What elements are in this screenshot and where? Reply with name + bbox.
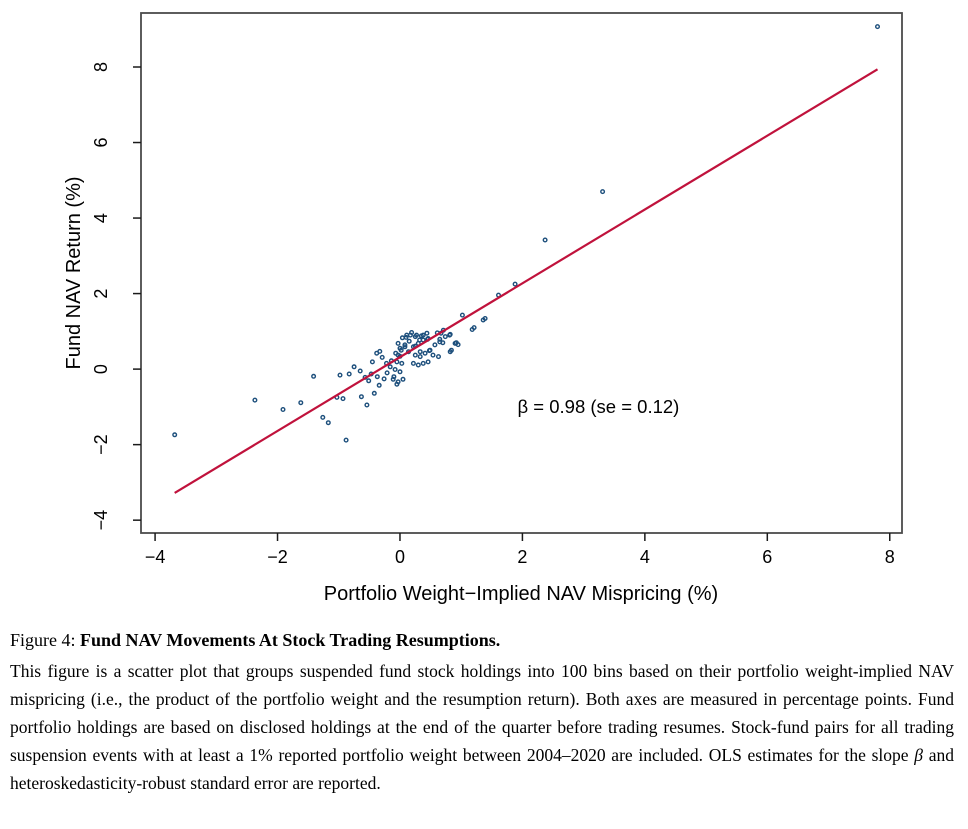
scatter-point: [253, 398, 257, 402]
scatter-point: [371, 360, 375, 364]
scatter-point: [437, 355, 441, 359]
figure-caption: [0, 627, 968, 797]
scatter-point: [352, 365, 356, 369]
scatter-point: [407, 339, 411, 343]
y-tick-label: 0: [91, 364, 111, 375]
y-tick-label: 8: [91, 61, 111, 73]
scatter-point: [421, 362, 425, 366]
scatter-point: [312, 375, 316, 379]
scatter-point: [456, 343, 460, 347]
scatter-point: [876, 25, 880, 29]
scatter-point: [418, 350, 422, 354]
scatter-point: [400, 362, 404, 366]
scatter-point: [173, 433, 177, 437]
scatter-point: [382, 377, 386, 381]
scatter-point: [410, 331, 414, 335]
scatter-point: [472, 326, 476, 330]
x-tick-label: 2: [517, 547, 528, 567]
x-axis-ticks: [145, 533, 895, 567]
scatter-point: [601, 190, 605, 194]
caption-text-1: This figure is a scatter plot that groups suspended fund stock holdings into 100 bins based on their portfolio weight-implied NAV mispricing (i.e., the product of the portfolio weight and the resumption return). Both axes are measured in percentage points. Fund portfolio holdings are based on disclosed holdings at the end of the quarter before trading resumes. Stock-fund pairs for all trading suspension events with at least a 1% reported portfolio weight between 2004–2020 are included. OLS estimates for the slope: [10, 661, 954, 765]
scatter-point: [418, 355, 422, 359]
scatter-point: [299, 401, 303, 405]
y-tick-label: 4: [91, 213, 111, 224]
y-axis-ticks: [91, 62, 141, 530]
scatter-point: [327, 421, 331, 425]
scatter-point: [367, 379, 371, 383]
scatter-point: [321, 416, 325, 420]
scatter-point: [388, 365, 392, 369]
y-tick-label: 2: [91, 288, 111, 299]
scatter-point: [428, 348, 432, 352]
x-tick-label: 6: [762, 547, 773, 567]
caption-beta-symbol: β: [914, 745, 923, 765]
x-tick-label: 8: [884, 547, 895, 567]
scatter-point: [365, 403, 369, 407]
y-axis-title: Fund NAV Return (%): [63, 176, 85, 370]
figure-label: Figure 4:: [10, 630, 80, 650]
y-tick-label: 6: [91, 137, 111, 148]
scatter-point: [401, 378, 405, 382]
scatter-point: [380, 356, 384, 360]
scatter-point: [378, 350, 382, 354]
scatter-point: [433, 343, 437, 347]
scatter-point: [513, 282, 517, 286]
scatter-point: [461, 313, 465, 317]
scatter-point: [425, 331, 429, 335]
scatter-point: [396, 380, 400, 384]
scatter-point: [347, 372, 351, 376]
scatter-point: [376, 375, 380, 379]
scatter-point: [426, 360, 430, 364]
scatter-point: [358, 369, 362, 373]
y-tick-label: −2: [91, 434, 111, 455]
scatter-point: [441, 341, 445, 345]
scatter-point: [341, 397, 345, 401]
scatter-point: [417, 363, 421, 367]
figure-title: Fund NAV Movements At Stock Trading Resumptions.: [80, 630, 501, 650]
scatter-point: [373, 392, 377, 396]
caption-text-2: and heteroskedasticity-robust standard error are reported.: [10, 745, 954, 793]
plot-frame: [141, 13, 902, 533]
scatter-point: [412, 362, 416, 366]
scatter-point: [377, 384, 381, 388]
x-tick-label: 4: [639, 547, 650, 567]
scatter-point: [438, 338, 442, 342]
scatter-point: [281, 408, 285, 412]
x-axis-title: Portfolio Weight−Implied NAV Mispricing (%): [323, 583, 719, 605]
figure-caption-title: [10, 627, 954, 653]
x-tick-label: 0: [394, 547, 405, 567]
scatter-point: [423, 351, 427, 355]
scatter-point: [543, 238, 547, 242]
scatter-point: [448, 333, 452, 337]
figure-caption-body: [10, 657, 954, 797]
scatter-point: [414, 353, 418, 357]
x-tick-label: −4: [144, 547, 166, 567]
beta-annotation: β = 0.98 (se = 0.12): [517, 395, 680, 417]
scatter-point: [392, 375, 396, 379]
scatter-point: [344, 438, 348, 442]
scatter-point: [396, 342, 400, 346]
scatter-point: [398, 370, 402, 374]
x-tick-label: −2: [267, 547, 288, 567]
scatter-point: [393, 368, 397, 372]
scatter-point: [444, 335, 448, 339]
scatter-points: [173, 25, 879, 442]
scatter-point: [431, 353, 435, 357]
regression-line: [175, 69, 878, 493]
y-tick-label: −4: [91, 509, 111, 531]
scatter-point: [360, 395, 364, 399]
scatter-point: [385, 371, 389, 375]
scatter-point: [338, 373, 342, 377]
